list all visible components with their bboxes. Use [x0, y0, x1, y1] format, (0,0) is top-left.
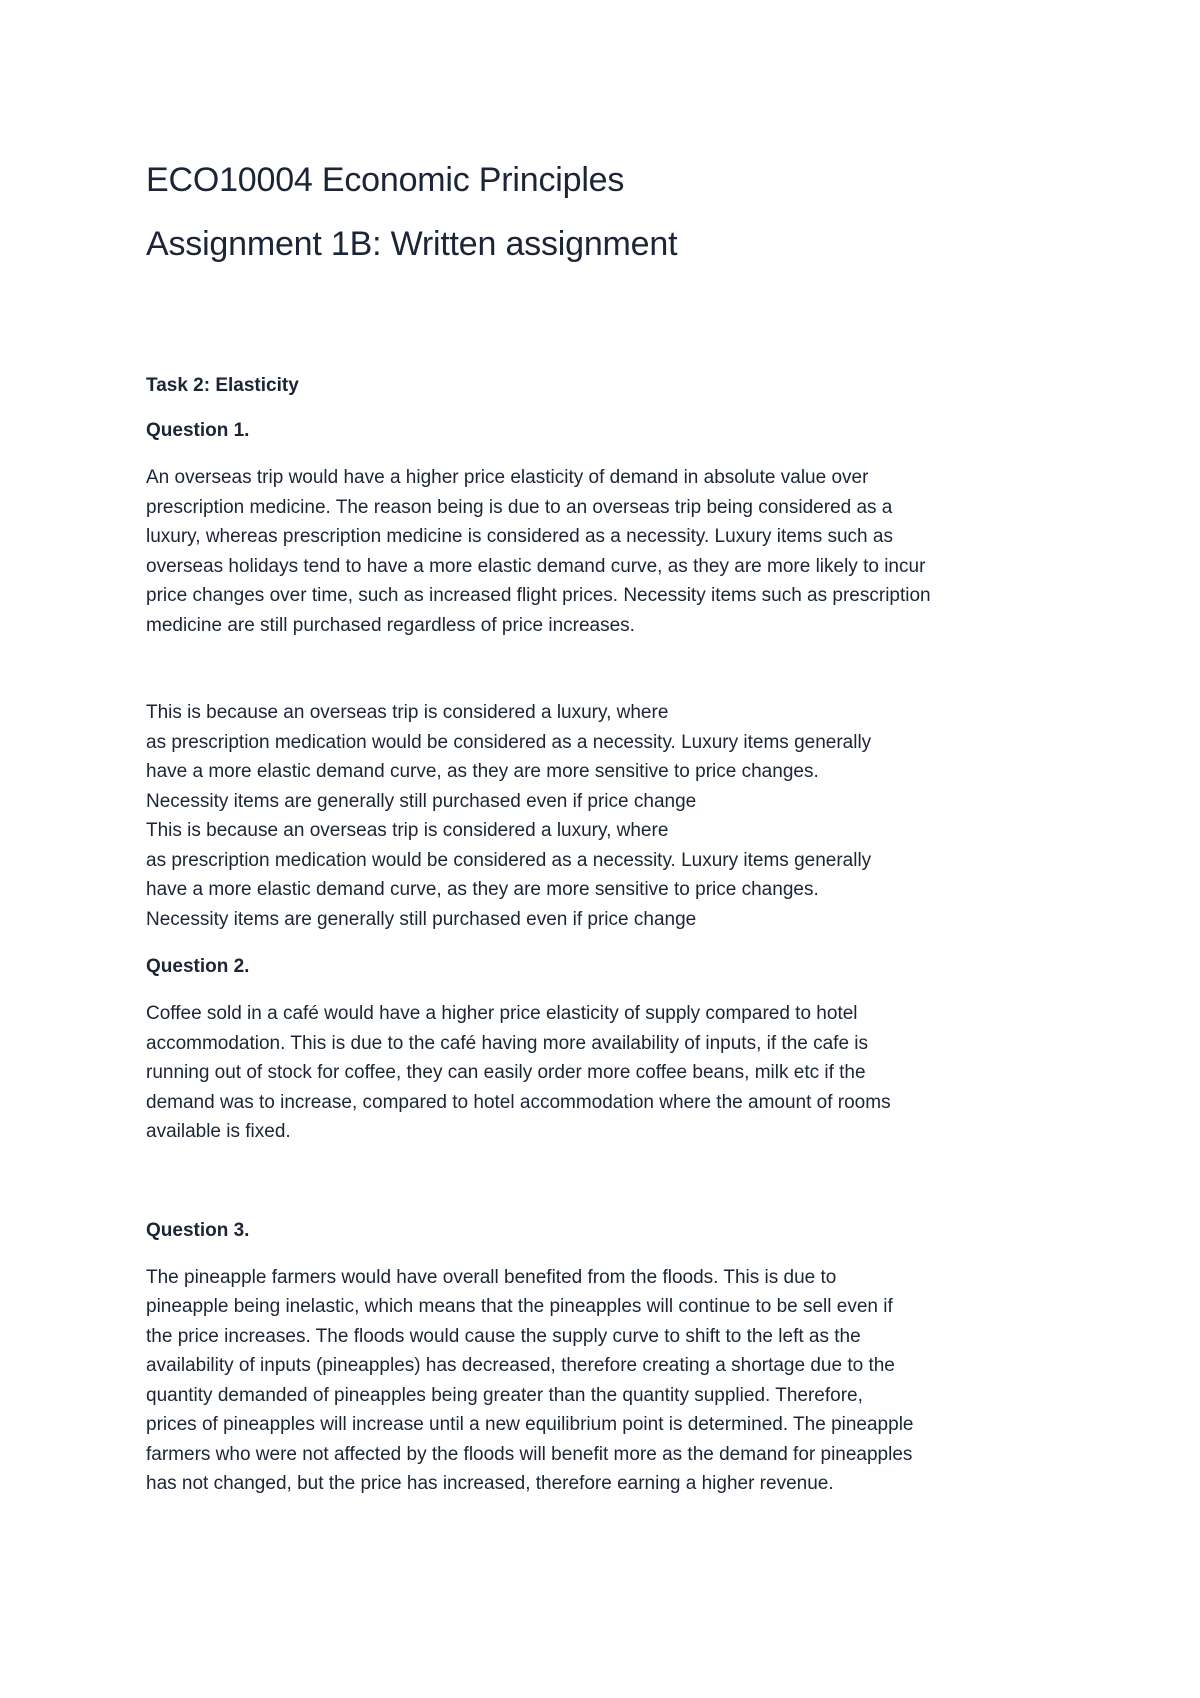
answer-line: farmers who were not affected by the floods will benefit more as the demand for pineapples: [146, 1443, 913, 1465]
notes-line: Necessity items are generally still purchased even if price change: [146, 908, 697, 930]
answer-line: demand was to increase, compared to hotel accommodation where the amount of rooms: [146, 1091, 891, 1113]
notes-line: have a more elastic demand curve, as they are more sensitive to price changes.: [146, 879, 819, 900]
notes-line: This is because an overseas trip is considered a luxury, where: [146, 702, 669, 723]
answer-line: Coffee sold in a café would have a higher price elasticity of supply compared to hotel: [146, 1003, 858, 1024]
question-1-notes: [146, 698, 1080, 934]
question-2-answer: [146, 999, 1080, 1147]
question-1-heading: Question 1.: [146, 420, 250, 441]
question-3-heading: Question 3.: [146, 1219, 250, 1241]
answer-line: quantity demanded of pineapples being greater than the quantity supplied. Therefore,: [146, 1384, 863, 1406]
answer-line: has not changed, but the price has increased, therefore earning a higher revenue.: [146, 1473, 834, 1494]
answer-line: luxury, whereas prescription medicine is considered as a necessity. Luxury items such as: [146, 526, 893, 547]
spacer: [146, 1147, 1080, 1219]
question-2-heading: Question 2.: [146, 956, 250, 977]
spacer: [146, 640, 1080, 698]
answer-line: An overseas trip would have a higher price elasticity of demand in absolute value over: [146, 467, 869, 488]
notes-line: as prescription medication would be considered as a necessity. Luxury items generally: [146, 849, 872, 871]
answer-line: prices of pineapples will increase until a new equilibrium point is determined. The pineapple: [146, 1414, 914, 1435]
question-1-answer: [146, 463, 1080, 640]
answer-line: available is fixed.: [146, 1121, 291, 1142]
answer-line: availability of inputs (pineapples) has decreased, therefore creating a shortage due to the: [146, 1355, 895, 1376]
spacer: [146, 266, 1080, 374]
answer-line: The pineapple farmers would have overall benefited from the floods. This is due to: [146, 1266, 837, 1288]
spacer: [146, 934, 1080, 955]
answer-line: medicine are still purchased regardless of price increases.: [146, 614, 635, 636]
answer-line: running out of stock for coffee, they can easily order more coffee beans, milk etc if the: [146, 1062, 866, 1083]
document-title-course: ECO10004 Economic Principles: [146, 161, 625, 199]
answer-line: pineapple being inelastic, which means that the pineapples will continue to be sell even if: [146, 1296, 893, 1317]
answer-line: prescription medicine. The reason being is due to an overseas trip being considered as a: [146, 496, 893, 518]
answer-line: accommodation. This is due to the café having more availability of inputs, if the cafe is: [146, 1032, 869, 1054]
question-3-answer: [146, 1263, 1080, 1499]
notes-line: Necessity items are generally still purchased even if price change: [146, 790, 697, 812]
answer-line: the price increases. The floods would cause the supply curve to shift to the left as the: [146, 1325, 861, 1347]
notes-line: This is because an overseas trip is considered a luxury, where: [146, 820, 669, 841]
answer-line: price changes over time, such as increased flight prices. Necessity items such as prescription: [146, 585, 931, 606]
task-heading: Task 2: Elasticity: [146, 375, 299, 396]
notes-line: as prescription medication would be considered as a necessity. Luxury items generally: [146, 731, 872, 753]
answer-line: overseas holidays tend to have a more elastic demand curve, as they are more likely to incur: [146, 555, 926, 577]
notes-line: have a more elastic demand curve, as they are more sensitive to price changes.: [146, 761, 819, 782]
document-title-assignment: Assignment 1B: Written assignment: [146, 225, 678, 263]
